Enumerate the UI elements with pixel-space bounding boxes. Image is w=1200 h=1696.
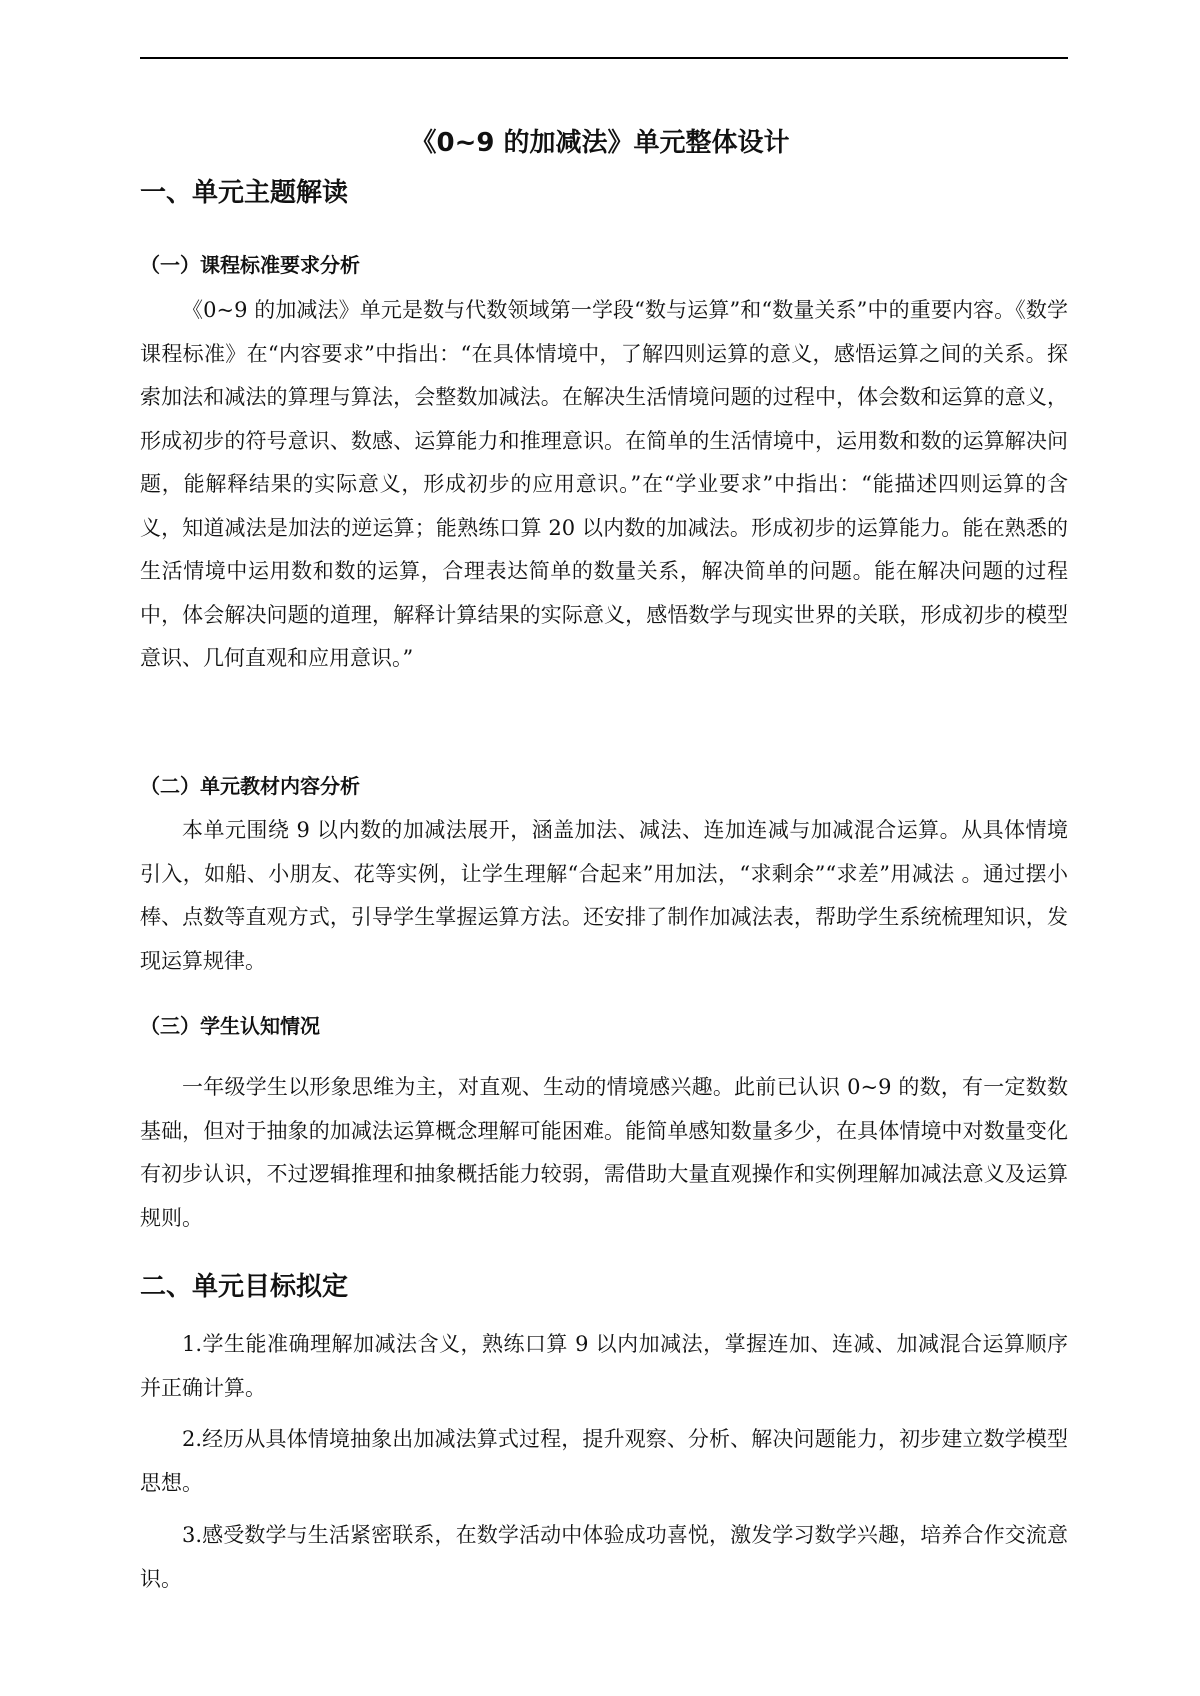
- header-rule: [140, 57, 1068, 59]
- goal-item-1: 1.学生能准确理解加减法含义，熟练口算 9 以内加减法，掌握连加、连减、加减混合运算顺序并正确计算。: [140, 1332, 1068, 1400]
- goal-item-3: 3.感受数学与生活紧密联系，在数学活动中体验成功喜悦，激发学习数学兴趣，培养合作交流意识。: [140, 1523, 1068, 1591]
- subsection-heading-curriculum: （一）课程标准要求分析: [140, 253, 360, 277]
- section-heading-1: 一、单元主题解读: [140, 178, 349, 208]
- paragraph-curriculum: 《0~9 的加减法》单元是数与代数领域第一学段“数与运算”和“数量关系”中的重要内容。《数学课程标准》在“内容要求”中指出：“在具体情境中，了解四则运算的意义，感悟运算之间的关系。探索加法和减法的算理与算法，会整数加减法。在解决生活情境问题的过程中，体会数和运算的意义，形成初步的符号意识、数感、运算能力和推理意识。在简单的生活情境中，运用数和数的运算解决问题，能解释结果的实际意义，形成初步的应用意识。”在“学业要求”中指出：“能描述四则运算的含义，知道减法是加法的逆运算；能熟练口算 20 以内数的加减法。形成初步的运算能力。能在熟悉的生活情境中运用数和数的运算，合理表达简单的数量关系，解决简单的问题。能在解决问题的过程中，体会解决问题的道理，解释计算结果的实际意义，感悟数学与现实世界的关联，形成初步的模型意识、几何直观和应用意识。”: [140, 298, 1068, 670]
- goal-item-2: 2.经历从具体情境抽象出加减法算式过程，提升观察、分析、解决问题能力，初步建立数学模型思想。: [140, 1427, 1068, 1495]
- section-heading-2: 二、单元目标拟定: [140, 1272, 349, 1302]
- subsection-heading-textbook: （二）单元教材内容分析: [140, 774, 360, 798]
- paragraph-textbook: 本单元围绕 9 以内数的加减法展开，涵盖加法、减法、连加连减与加减混合运算。从具体情境引入，如船、小朋友、花等实例，让学生理解“合起来”用加法，“求剩余”“求差”用减法 。通过摆小棒、点数等直观方式，引导学生掌握运算方法。还安排了制作加减法表，帮助学生系统梳理知识，发现运算规律。: [140, 818, 1068, 973]
- subsection-heading-cognition: （三）学生认知情况: [140, 1014, 320, 1038]
- paragraph-cognition: 一年级学生以形象思维为主，对直观、生动的情境感兴趣。此前已认识 0~9 的数，有一定数数基础，但对于抽象的加减法运算概念理解可能困难。能简单感知数量多少，在具体情境中对数量变化有初步认识，不过逻辑推理和抽象概括能力较弱，需借助大量直观操作和实例理解加减法意义及运算规则。: [140, 1075, 1068, 1230]
- document-title: 《0~9 的加减法》单元整体设计: [410, 128, 790, 158]
